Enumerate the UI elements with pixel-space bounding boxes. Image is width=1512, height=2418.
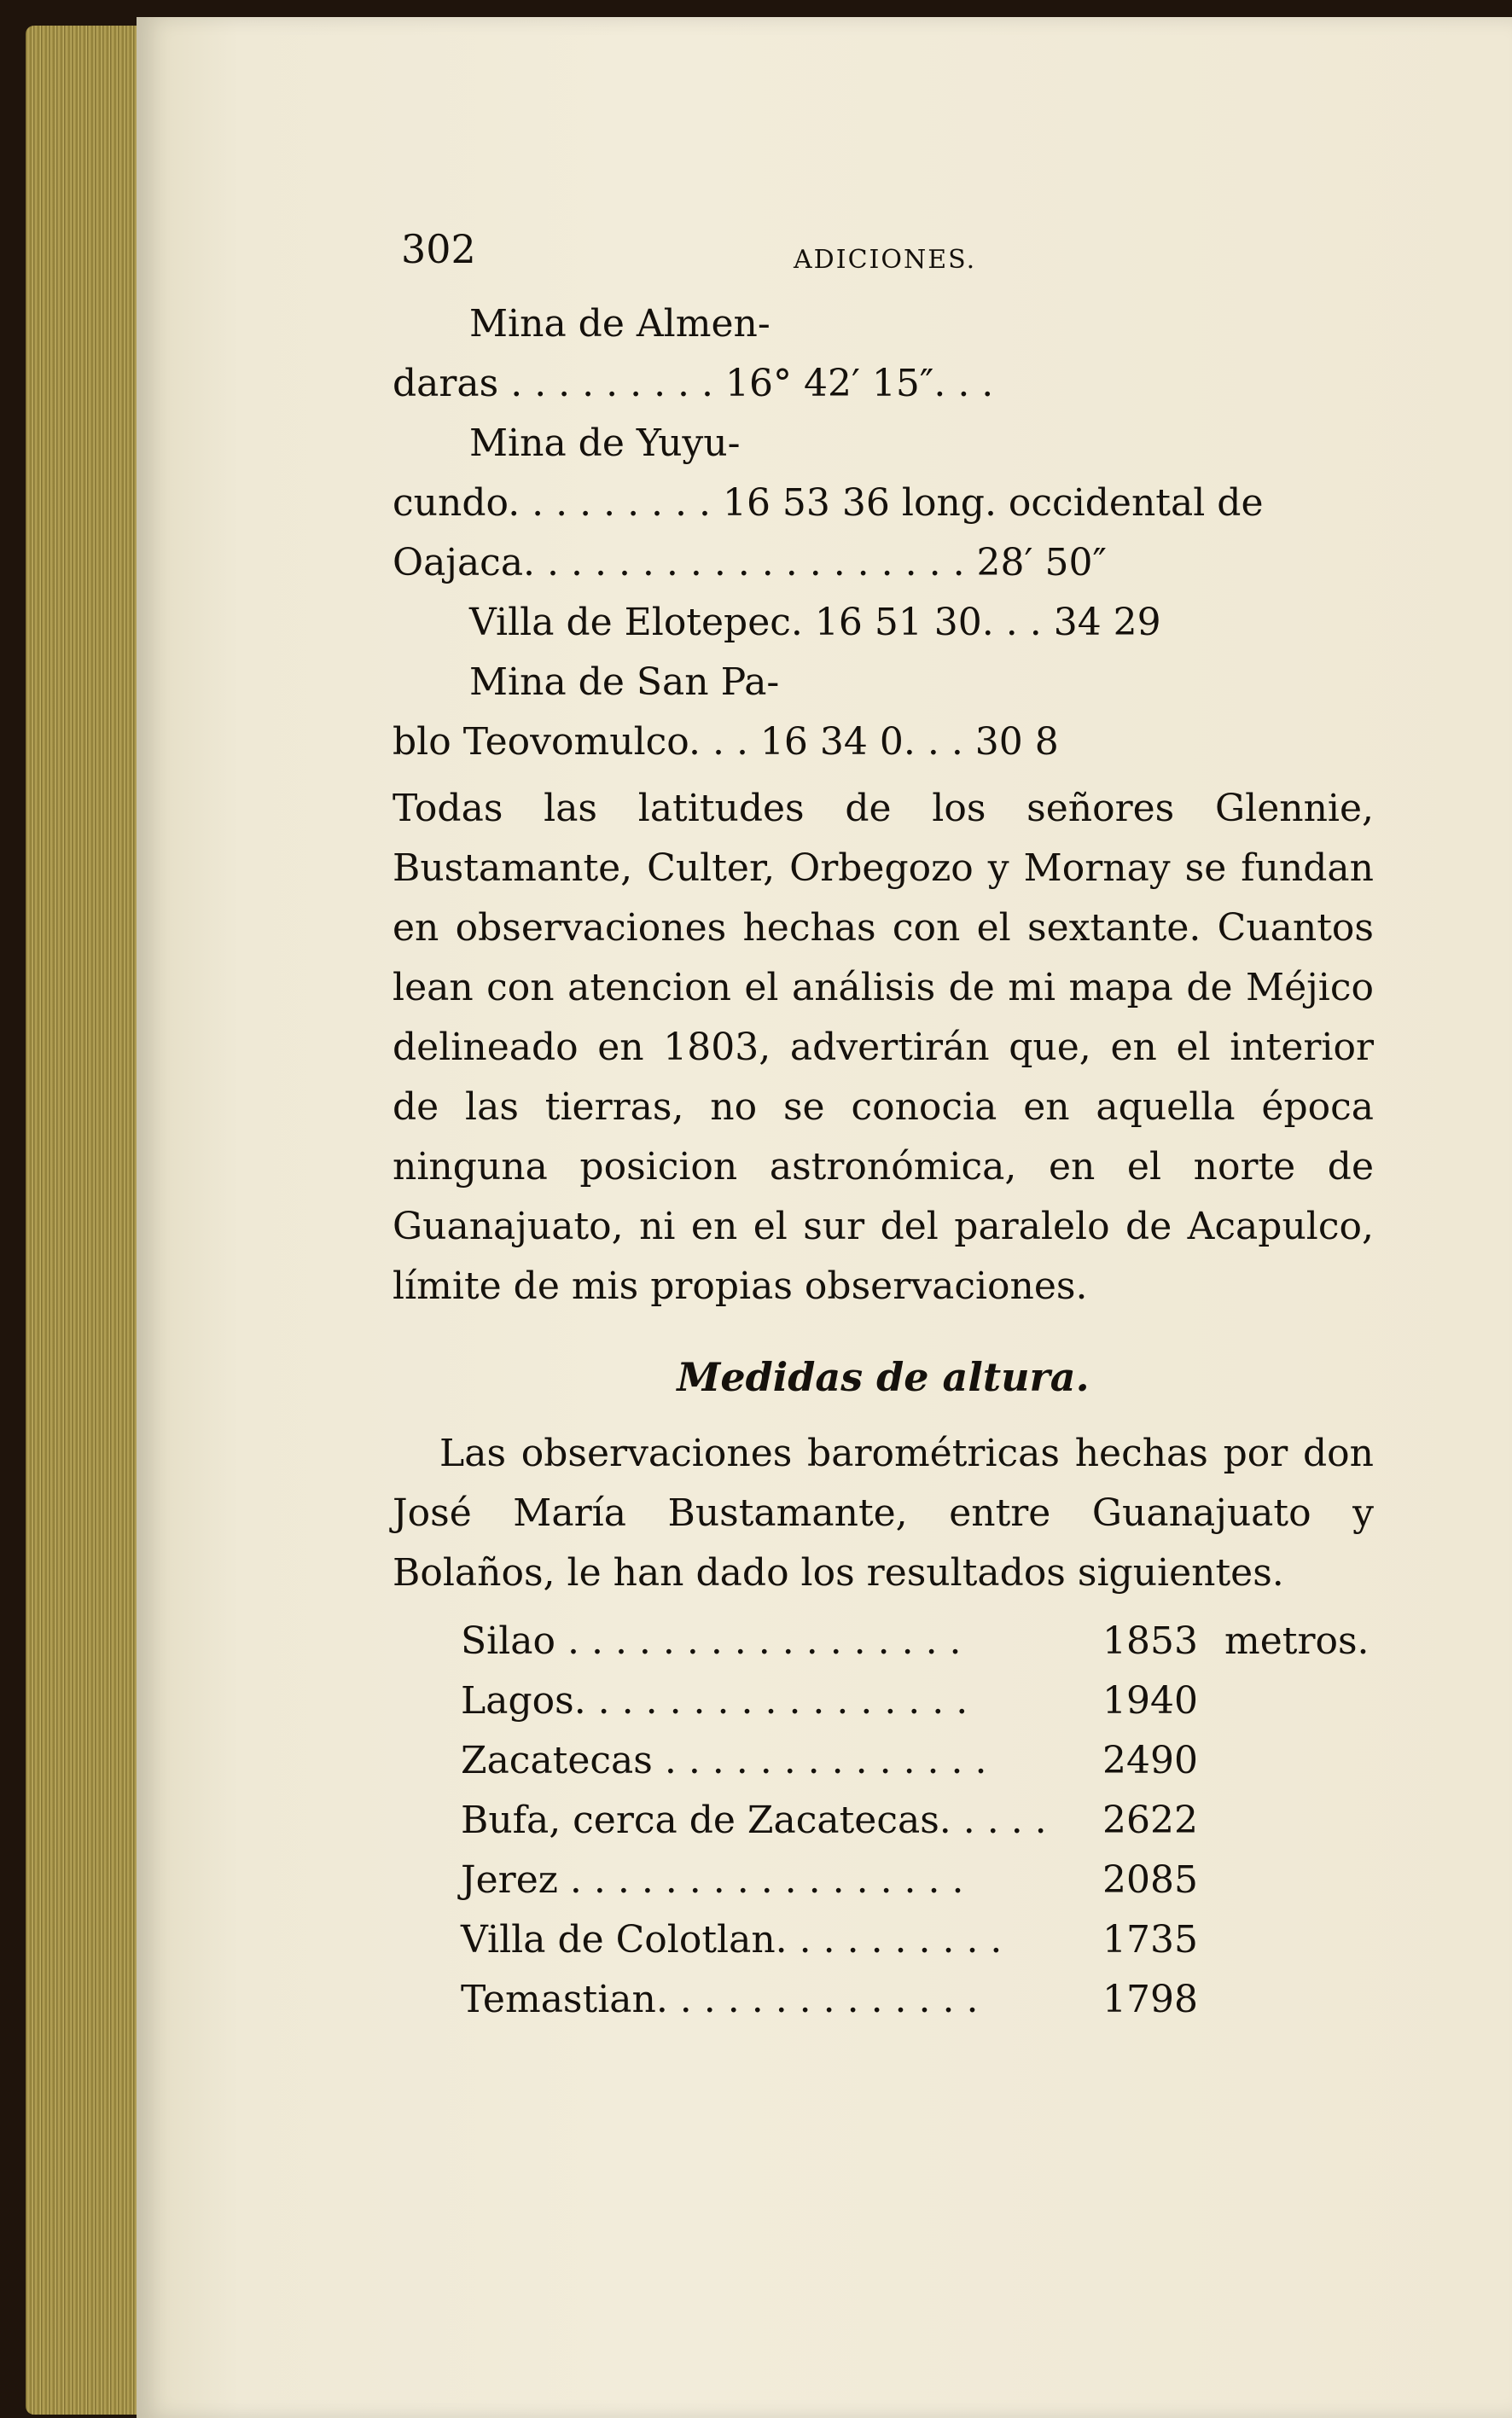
altitude-value: 1735 (1102, 1918, 1198, 1962)
altitude-place: Temastian. . . . . . . . . . . . . . (461, 1978, 979, 2021)
position-line (393, 653, 1374, 712)
paragraph-barometric: Las observaciones barométricas hechas por don José María Bustamante, entre Guanajuato y Bolaños, le han dado los resultados siguientes. (393, 1432, 1374, 1595)
position-name-part: Mina de Almen- (469, 302, 771, 346)
position-line (393, 593, 1374, 653)
position-entry: Oajaca. . . . . . . . . . . . . . . . . . . 28′ 50″ (393, 541, 1107, 584)
altitude-row (393, 1910, 1374, 1970)
altitude-place: Zacatecas . . . . . . . . . . . . . . (461, 1739, 987, 1782)
altitude-row (393, 1671, 1374, 1731)
position-line (393, 354, 1374, 414)
page-number: 302 (401, 226, 476, 272)
paragraph-latitudes: Todas las latitudes de los señores Glennie, Bustamante, Culter, Orbegozo y Mornay se fundan en observaciones hechas con el sextante. Cuantos lean con atencion el análisis de mi mapa de Méjico delineado en 1803, advertirán que, en el interior de las tierras, no se conocia en aquella época ninguna posicion astronómica, en el norte de Guanajuato, ni en el sur del paralelo de Acapulco, límite de mis propias observaciones. (393, 787, 1374, 1308)
position-line (393, 533, 1374, 593)
page-text (393, 226, 1374, 2030)
section-title: Medidas de altura. (677, 1354, 1090, 1400)
positions-table (393, 294, 1374, 772)
altitude-row (393, 1612, 1374, 1671)
position-line (393, 474, 1374, 533)
altitude-value: 2490 (1102, 1739, 1198, 1782)
altitude-row (393, 1731, 1374, 1791)
altitude-place: Jerez . . . . . . . . . . . . . . . . . (461, 1858, 964, 1902)
running-title: ADICIONES. (794, 245, 977, 275)
altitude-row (393, 1791, 1374, 1851)
position-line (393, 414, 1374, 474)
position-name-part: Mina de San Pa- (469, 660, 780, 704)
altitude-row (393, 1970, 1374, 2030)
altitude-value: 1798 (1102, 1978, 1198, 2021)
altitude-place: Silao . . . . . . . . . . . . . . . . . (461, 1619, 962, 1663)
altitude-place: Bufa, cerca de Zacatecas. . . . . (461, 1799, 1047, 1842)
altitude-value: 1853 (1102, 1619, 1198, 1663)
altitude-value: 2085 (1102, 1858, 1198, 1902)
position-line (393, 712, 1374, 772)
altitude-place: Lagos. . . . . . . . . . . . . . . . . (461, 1679, 968, 1723)
altitude-value: 2622 (1102, 1799, 1198, 1842)
position-line (393, 294, 1374, 354)
position-name-part: Mina de Yuyu- (469, 421, 741, 465)
position-entry: cundo. . . . . . . . . 16 53 36 long. occidental de (393, 481, 1264, 525)
position-entry: blo Teovomulco. . . 16 34 0. . . 30 8 (393, 720, 1059, 764)
altitude-place: Villa de Colotlan. . . . . . . . . . (461, 1918, 1003, 1962)
altitude-row (393, 1851, 1374, 1910)
page-header (393, 226, 1374, 294)
position-entry: daras . . . . . . . . . 16° 42′ 15″. . . (393, 362, 994, 405)
altitude-table (393, 1612, 1374, 2030)
altitude-unit: metros. (1224, 1619, 1370, 1663)
altitude-value: 1940 (1102, 1679, 1198, 1723)
position-entry: Villa de Elotepec. 16 51 30. . . 34 29 (469, 601, 1161, 644)
